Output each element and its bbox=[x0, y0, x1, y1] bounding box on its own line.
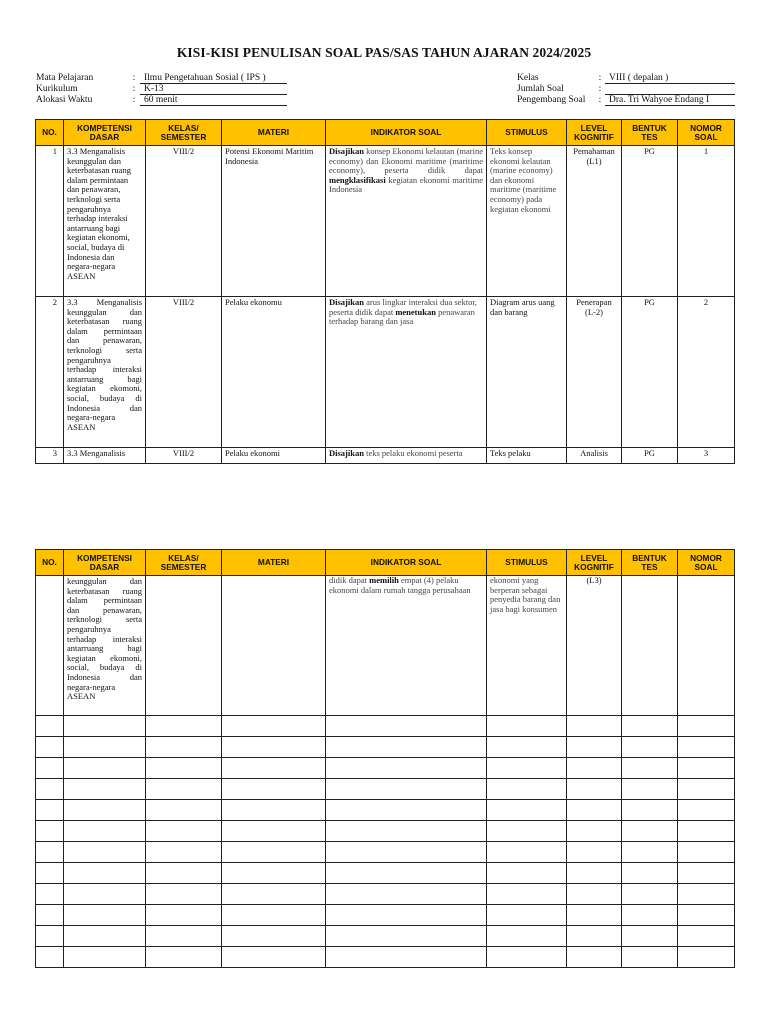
info-value-alokasi-waktu: 60 menit bbox=[140, 95, 287, 106]
empty-cell bbox=[622, 716, 678, 737]
table-row bbox=[36, 926, 735, 947]
empty-cell bbox=[487, 905, 567, 926]
empty-cell bbox=[487, 821, 567, 842]
empty-cell bbox=[567, 947, 622, 968]
empty-cell bbox=[146, 926, 222, 947]
cell-kompetensi-dasar: keunggulan dan keterbatasan ruang dalam permintaan dan penawaran, terknologi serta pengaruhnya terhadap interaksi antarruang bagi kegiatan ekomoni, social, budaya di Indonesia dan negara-negara ASEAN bbox=[64, 576, 146, 716]
empty-cell bbox=[567, 716, 622, 737]
header-stimulus: STIMULUS bbox=[487, 550, 567, 576]
cell-materi: Pelaku ekonomi bbox=[222, 448, 326, 464]
table-row bbox=[36, 863, 735, 884]
empty-cell bbox=[487, 779, 567, 800]
empty-cell bbox=[622, 737, 678, 758]
empty-cell bbox=[487, 926, 567, 947]
empty-cell bbox=[146, 779, 222, 800]
empty-cell bbox=[326, 779, 487, 800]
table-row bbox=[36, 884, 735, 905]
info-colon: : bbox=[598, 95, 602, 105]
empty-cell bbox=[36, 926, 64, 947]
empty-cell bbox=[146, 863, 222, 884]
info-label: Kelas bbox=[517, 73, 539, 83]
empty-cell bbox=[146, 737, 222, 758]
indikator-text: arus lingkar interaksi dua sektor, peserta didik dapat bbox=[329, 297, 477, 317]
header-nomor-soal: NOMOR SOAL bbox=[678, 120, 735, 146]
cell-level-kognitif: Pemahaman (L1) bbox=[567, 146, 622, 297]
cell-bentuk-tes: PG bbox=[622, 146, 678, 297]
table-row bbox=[36, 737, 735, 758]
empty-cell bbox=[622, 800, 678, 821]
empty-cell bbox=[326, 842, 487, 863]
empty-cell bbox=[487, 863, 567, 884]
empty-cell bbox=[222, 926, 326, 947]
empty-cell bbox=[36, 884, 64, 905]
indikator-keyword: Disajikan bbox=[329, 448, 364, 458]
empty-cell bbox=[146, 842, 222, 863]
cell-bentuk-tes: PG bbox=[622, 297, 678, 448]
cell-no bbox=[36, 576, 64, 716]
empty-cell bbox=[678, 926, 735, 947]
empty-cell bbox=[64, 926, 146, 947]
empty-cell bbox=[146, 758, 222, 779]
info-value-jumlah-soal bbox=[605, 84, 735, 95]
info-value-kelas: VIII ( depalan ) bbox=[605, 73, 735, 84]
empty-cell bbox=[487, 842, 567, 863]
cell-stimulus: Teks pelaku bbox=[487, 448, 567, 464]
info-value-mata-pelajaran: Ilmu Pengetahuan Sosial ( IPS ) bbox=[140, 73, 287, 84]
empty-cell bbox=[487, 716, 567, 737]
empty-cell bbox=[326, 758, 487, 779]
empty-cell bbox=[222, 947, 326, 968]
indikator-text: kegiatan ekonomi maritime Indonesia bbox=[329, 174, 483, 195]
header-kompetensi-dasar: KOMPETENSI DASAR bbox=[64, 120, 146, 146]
info-colon: : bbox=[132, 84, 136, 94]
cell-no: 3 bbox=[36, 448, 64, 464]
empty-cell bbox=[146, 821, 222, 842]
empty-cell bbox=[567, 884, 622, 905]
empty-cell bbox=[222, 905, 326, 926]
info-row-alokasi-waktu bbox=[36, 95, 287, 106]
empty-cell bbox=[64, 779, 146, 800]
empty-cell bbox=[146, 716, 222, 737]
info-label: Alokasi Waktu bbox=[36, 95, 93, 105]
info-row-mata-pelajaran bbox=[36, 73, 287, 84]
table-row bbox=[36, 716, 735, 737]
empty-cell bbox=[567, 905, 622, 926]
indikator-text: teks pelaku ekonomi peserta bbox=[363, 448, 463, 458]
empty-cell bbox=[326, 863, 487, 884]
cell-materi bbox=[222, 576, 326, 716]
empty-cell bbox=[146, 800, 222, 821]
empty-cell bbox=[622, 905, 678, 926]
header-materi: MATERI bbox=[222, 120, 326, 146]
empty-cell bbox=[222, 884, 326, 905]
empty-cell bbox=[326, 737, 487, 758]
header-indikator-soal: INDIKATOR SOAL bbox=[326, 550, 487, 576]
table-row bbox=[36, 146, 735, 297]
empty-cell bbox=[678, 842, 735, 863]
header-materi: MATERI bbox=[222, 550, 326, 576]
info-value-pengembang-soal: Dra. Tri Wahyoe Endang I bbox=[605, 95, 735, 106]
cell-nomor-soal bbox=[678, 576, 735, 716]
cell-nomor-soal: 2 bbox=[678, 297, 735, 448]
empty-cell bbox=[64, 947, 146, 968]
empty-cell bbox=[222, 800, 326, 821]
empty-cell bbox=[36, 947, 64, 968]
empty-cell bbox=[622, 863, 678, 884]
empty-cell bbox=[64, 737, 146, 758]
empty-cell bbox=[222, 863, 326, 884]
info-row-kurikulum bbox=[36, 84, 287, 95]
table-row bbox=[36, 779, 735, 800]
cell-level-kognitif: (L3) bbox=[567, 576, 622, 716]
header-kelas-semester: KELAS/ SEMESTER bbox=[146, 550, 222, 576]
empty-cell bbox=[326, 926, 487, 947]
cell-level-kognitif: Analisis bbox=[567, 448, 622, 464]
cell-level-kognitif: Penerapan (L-2) bbox=[567, 297, 622, 448]
empty-cell bbox=[64, 716, 146, 737]
table-row bbox=[36, 297, 735, 448]
empty-cell bbox=[64, 905, 146, 926]
empty-cell bbox=[36, 758, 64, 779]
cell-no: 1 bbox=[36, 146, 64, 297]
empty-cell bbox=[567, 926, 622, 947]
cell-nomor-soal: 3 bbox=[678, 448, 735, 464]
indikator-keyword: Disajikan bbox=[329, 146, 364, 156]
cell-materi: Pelaku ekonomu bbox=[222, 297, 326, 448]
cell-stimulus: Diagram arus uang dan barang bbox=[487, 297, 567, 448]
cell-kompetensi-dasar: 3.3 Menganalisis bbox=[64, 448, 146, 464]
empty-cell bbox=[326, 800, 487, 821]
cell-kelas-semester: VIII/2 bbox=[146, 297, 222, 448]
header-bentuk-tes: BENTUK TES bbox=[622, 550, 678, 576]
empty-cell bbox=[222, 842, 326, 863]
indikator-keyword: menetukan bbox=[395, 306, 436, 317]
table-row bbox=[36, 758, 735, 779]
header-kelas-semester: KELAS/ SEMESTER bbox=[146, 120, 222, 146]
empty-cell bbox=[36, 863, 64, 884]
empty-cell bbox=[64, 884, 146, 905]
empty-cell bbox=[36, 821, 64, 842]
empty-cell bbox=[487, 800, 567, 821]
empty-cell bbox=[678, 947, 735, 968]
info-label: Jumlah Soal bbox=[517, 84, 564, 94]
info-row-kelas bbox=[517, 73, 735, 84]
empty-cell bbox=[487, 758, 567, 779]
empty-cell bbox=[678, 821, 735, 842]
info-row-jumlah-soal bbox=[517, 84, 735, 95]
cell-kelas-semester: VIII/2 bbox=[146, 146, 222, 297]
empty-cell bbox=[64, 821, 146, 842]
empty-cell bbox=[36, 737, 64, 758]
empty-cell bbox=[678, 905, 735, 926]
empty-cell bbox=[678, 884, 735, 905]
table-header-row bbox=[36, 550, 735, 576]
info-colon: : bbox=[132, 73, 136, 83]
empty-cell bbox=[64, 758, 146, 779]
cell-kompetensi-dasar: 3.3 Menganalisis keunggulan dan keterbatasan ruang dalam permintaan dan penawaran, terknologi serta pengaruhnya terhadap interaksi antarruang bagi kegiatan ekonomi, social, budaya di Indonesia dan negara-negara ASEAN bbox=[64, 146, 146, 297]
empty-cell bbox=[567, 737, 622, 758]
empty-cell bbox=[622, 821, 678, 842]
empty-cell bbox=[222, 716, 326, 737]
info-colon: : bbox=[132, 95, 136, 105]
table-row bbox=[36, 905, 735, 926]
empty-cell bbox=[678, 737, 735, 758]
empty-cell bbox=[622, 947, 678, 968]
empty-cell bbox=[622, 842, 678, 863]
indikator-text: konsep Ekonomi kelautan (marine economy) dan Ekonomi maritime (maritime economy), peserta didik dapat bbox=[329, 146, 483, 176]
header-level-kognitif: LEVEL KOGNITIF bbox=[567, 550, 622, 576]
empty-cell bbox=[622, 884, 678, 905]
empty-cell bbox=[622, 779, 678, 800]
header-stimulus: STIMULUS bbox=[487, 120, 567, 146]
header-level-kognitif: LEVEL KOGNITIF bbox=[567, 120, 622, 146]
empty-cell bbox=[36, 800, 64, 821]
indikator-keyword: Disajikan bbox=[329, 297, 364, 307]
empty-cell bbox=[678, 758, 735, 779]
indikator-text: didik dapat bbox=[329, 575, 370, 585]
header-bentuk-tes: BENTUK TES bbox=[622, 120, 678, 146]
empty-cell bbox=[36, 905, 64, 926]
table-row bbox=[36, 947, 735, 968]
cell-bentuk-tes: PG bbox=[622, 448, 678, 464]
table-row bbox=[36, 448, 735, 464]
indikator-text: penawaran terhadap barang dan jasa bbox=[329, 306, 475, 327]
info-colon: : bbox=[598, 84, 602, 94]
kisi-kisi-table-2 bbox=[35, 549, 735, 968]
cell-kelas-semester bbox=[146, 576, 222, 716]
cell-kelas-semester: VIII/2 bbox=[146, 448, 222, 464]
empty-cell bbox=[622, 926, 678, 947]
cell-indikator-soal bbox=[326, 297, 487, 448]
empty-cell bbox=[146, 905, 222, 926]
empty-cell bbox=[36, 842, 64, 863]
cell-stimulus: Teks konsep ekonomi kelautan (marine economy) dan ekonomi maritime (maritime economy) pada kegiatan ekonomi bbox=[487, 146, 567, 297]
info-label: Pengembang Soal bbox=[517, 95, 586, 105]
empty-cell bbox=[567, 842, 622, 863]
empty-cell bbox=[222, 821, 326, 842]
info-value-kurikulum: K-13 bbox=[140, 84, 287, 95]
empty-cell bbox=[326, 947, 487, 968]
empty-cell bbox=[567, 800, 622, 821]
empty-cell bbox=[678, 779, 735, 800]
empty-cell bbox=[678, 863, 735, 884]
empty-cell bbox=[64, 842, 146, 863]
empty-cell bbox=[487, 737, 567, 758]
table-row bbox=[36, 842, 735, 863]
empty-cell bbox=[222, 737, 326, 758]
cell-materi: Potensi Ekonomi Maritim Indonesia bbox=[222, 146, 326, 297]
kisi-kisi-table-1 bbox=[35, 119, 735, 464]
empty-cell bbox=[36, 779, 64, 800]
cell-indikator-soal bbox=[326, 576, 487, 716]
empty-cell bbox=[64, 800, 146, 821]
empty-cell bbox=[567, 863, 622, 884]
empty-cell bbox=[222, 758, 326, 779]
info-colon: : bbox=[598, 73, 602, 83]
empty-cell bbox=[146, 884, 222, 905]
empty-cell bbox=[567, 758, 622, 779]
table-row bbox=[36, 576, 735, 716]
info-label: Kurikulum bbox=[36, 84, 78, 94]
header-no: NO. bbox=[36, 120, 64, 146]
indikator-text: empat (4) pelaku ekonomi dalam rumah tangga perusahaan bbox=[329, 575, 471, 595]
empty-cell bbox=[326, 905, 487, 926]
empty-cell bbox=[567, 821, 622, 842]
empty-cell bbox=[64, 863, 146, 884]
empty-cell bbox=[36, 716, 64, 737]
document-title: KISI-KISI PENULISAN SOAL PAS/SAS TAHUN AJARAN 2024/2025 bbox=[176, 45, 592, 60]
header-nomor-soal: NOMOR SOAL bbox=[678, 550, 735, 576]
empty-cell bbox=[487, 947, 567, 968]
header-indikator-soal: INDIKATOR SOAL bbox=[326, 120, 487, 146]
empty-cell bbox=[146, 947, 222, 968]
empty-cell bbox=[622, 758, 678, 779]
info-row-pengembang-soal bbox=[517, 95, 735, 106]
empty-cell bbox=[222, 779, 326, 800]
empty-cell bbox=[678, 716, 735, 737]
empty-cell bbox=[567, 779, 622, 800]
empty-cell bbox=[326, 884, 487, 905]
cell-kompetensi-dasar: 3.3 Menganalisis keunggulan dan keterbatasan ruang dalam permintaan dan penawaran, terknologi serta pengaruhnya terhadap interaksi antarruang bagi kegiatan ekomoni, social, budaya di Indonesia dan negara-negara ASEAN bbox=[64, 297, 146, 448]
header-no: NO. bbox=[36, 550, 64, 576]
cell-indikator-soal bbox=[326, 146, 487, 297]
empty-cell bbox=[678, 800, 735, 821]
cell-no: 2 bbox=[36, 297, 64, 448]
empty-cell bbox=[487, 884, 567, 905]
info-left bbox=[36, 73, 287, 106]
empty-cell bbox=[326, 821, 487, 842]
indikator-keyword: memilih bbox=[369, 575, 399, 585]
cell-nomor-soal: 1 bbox=[678, 146, 735, 297]
table-header-row bbox=[36, 120, 735, 146]
cell-bentuk-tes bbox=[622, 576, 678, 716]
header-kompetensi-dasar: KOMPETENSI DASAR bbox=[64, 550, 146, 576]
info-right bbox=[517, 73, 735, 106]
table-row bbox=[36, 821, 735, 842]
info-label: Mata Pelajaran bbox=[36, 73, 94, 83]
indikator-keyword: mengklasifikasi bbox=[329, 174, 386, 185]
empty-cell bbox=[326, 716, 487, 737]
cell-stimulus: ekonomi yang berperan sebagai penyedia barang dan jasa bagi konsumen bbox=[487, 576, 567, 716]
table-row bbox=[36, 800, 735, 821]
cell-indikator-soal bbox=[326, 448, 487, 464]
